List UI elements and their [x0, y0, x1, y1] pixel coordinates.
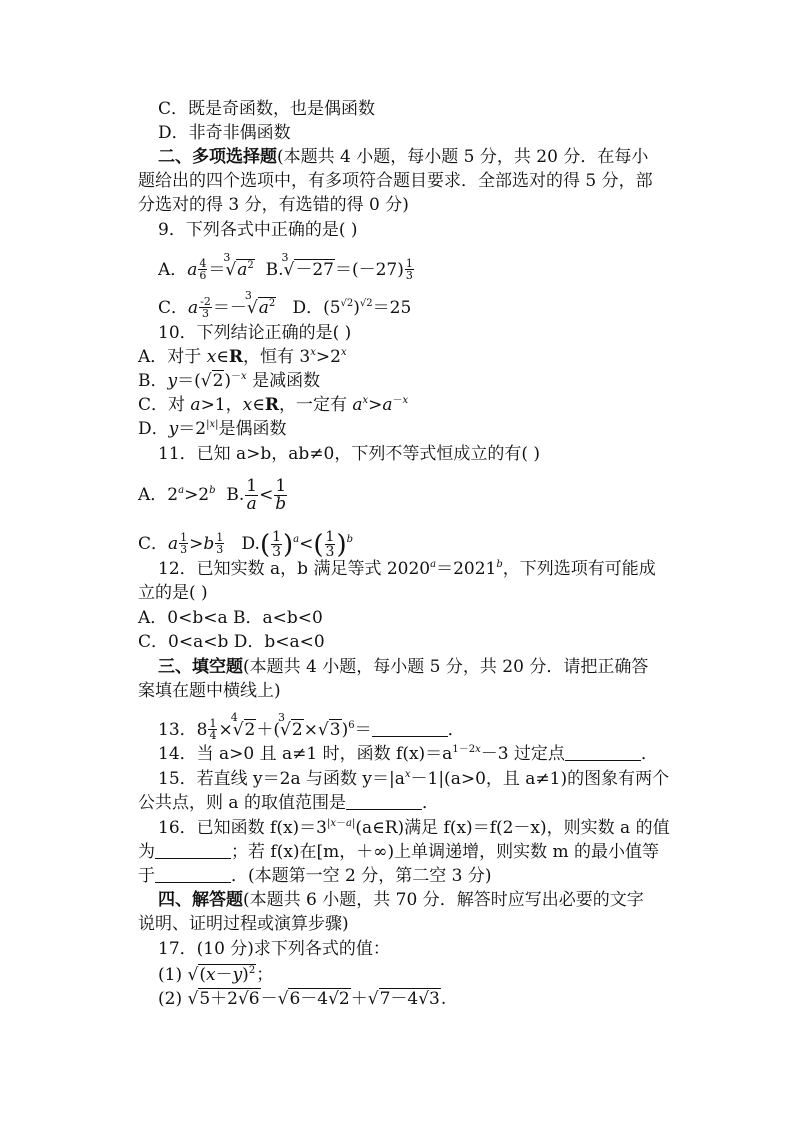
q17-part-2: (2) √5＋2√6－√6－4√2＋√7－4√3.	[158, 989, 447, 1009]
question-10: 10．下列结论正确的是( )	[158, 323, 352, 343]
q16-text: 16．已知函数 f(x)＝3	[158, 818, 327, 838]
q12-options-cd: C．0<a<b D．b<a<0	[138, 632, 325, 652]
q12-text: 12．已知实数 a，b 满足等式 2020	[158, 559, 431, 579]
q16-text-b: (a∈R)满足 f(x)＝f(2－x)，则实数 a 的值	[355, 818, 670, 838]
q15-line-b: 公共点，则 a 的取值范围是 ．	[138, 793, 439, 813]
section-2-intro: (本题共 4 小题，每小题 5 分，共 20 分．在每小	[277, 147, 649, 167]
q15-text-c: 公共点，则 a 的取值范围是	[138, 793, 346, 813]
question-12: 12．已知实数 a，b 满足等式 $2020^a=2021^b$，下列选项有可能成	[158, 559, 656, 579]
q17-part-1: (1) $√(x-y)^2$；	[158, 965, 274, 985]
section-3-line-b: 案填在题中横线上)	[138, 681, 281, 701]
q16-text-e: 于	[138, 866, 155, 886]
option-c-line: C．既是奇函数，也是偶函数	[158, 99, 376, 119]
section-2-title: 二、多项选择题	[158, 147, 277, 167]
section-3-intro: (本题共 4 小题，每小题 5 分，共 20 分．请把正确答	[243, 657, 649, 677]
question-13: 13．8 $\frac{1}{4}$ × 4 √2＋( 3 √2×√3)$^6$＝ ．	[158, 711, 465, 742]
q9-options-cd: C．a $\frac{-2}{3}$ ＝－ 3 $√a^2$ D．$(5^{√2})^{√2}=25$	[158, 289, 412, 320]
question-11: 11．已知 a>b，ab≠0，下列不等式恒成立的有( )	[158, 444, 541, 464]
question-15: 15．若直线 y＝2a 与函数 $y=|a^x-1|(a>0$，且 a≠1)的图象有两个	[158, 769, 670, 789]
section-2-header	[158, 146, 648, 168]
q12-line-b: 立的是( )	[138, 583, 208, 603]
section-2-line-c: 分选对的得 3 分，有选错的得 0 分)	[138, 195, 409, 215]
q12-options-ab: A．0<b<a B．a<b<0	[138, 608, 323, 628]
section-3-title: 三、填空题	[158, 657, 243, 677]
section-4-intro: (本题共 6 小题，共 70 分．解答时应写出必要的文字	[243, 890, 644, 910]
q16-text-c: 为	[138, 842, 155, 862]
q16-line-b	[138, 841, 659, 863]
section-3-header	[158, 656, 648, 678]
q15-text: 15．若直线 y＝2a 与函数 y＝|a	[158, 769, 405, 789]
section-4-title: 四、解答题	[158, 890, 243, 910]
q16-line-c	[138, 865, 492, 887]
q9-options-ab: A．a $\frac{4}{6}$ ＝ 3 $√a^2$ B. 3 √－27＝(－27) $\frac{1}{3}$	[158, 251, 413, 282]
option-d-line: D．非奇非偶函数	[158, 123, 291, 143]
section-2-line-b: 题给出的四个选项中，有多项符合题目要求．全部选对的得 5 分，部	[138, 171, 653, 191]
q15-text-b: －1|(a>0，且 a≠1)的图象有两个	[410, 769, 670, 789]
q11-options-ab: A．$2^a>2^b$ B. $\frac{1}{a}$ < $\frac{1}{b}$	[138, 476, 287, 514]
question-9: 9．下列各式中正确的是( )	[158, 220, 358, 240]
q14-text-b: －3 过定点	[480, 744, 565, 764]
q10-option-b: B．$y=(√2)^{-x}$ 是减函数	[138, 371, 321, 391]
section-4-header	[158, 889, 644, 911]
q14-text: 14．当 a>0 且 a≠1 时，函数 f(x)＝a	[158, 744, 453, 764]
question-17: 17．(10 分)求下列各式的值：	[158, 939, 390, 959]
section-4-line-b: 说明、证明过程或演算步骤)	[138, 914, 349, 934]
q16-text-d: ；若 f(x)在[m，＋∞)上单调递增，则实数 m 的最小值等	[231, 842, 660, 862]
question-16: 16．已知函数 $f(x)=3^{|x-a|}(a\in R)$满足 f(x)＝f(2－x)，则实数 a 的值	[158, 818, 670, 838]
q16-text-f: ．(本题第一空 2 分，第二空 3 分)	[231, 866, 492, 886]
q10-option-a: A．对于 x∈R，恒有 $3^x>2^x$	[138, 347, 347, 367]
q10-option-c: C．对 a>1，x∈R，一定有 $a^x>a^{-x}$	[138, 395, 409, 415]
question-14: 14．当 a>0 且 a≠1 时，函数 $f(x)=a^{1-2x}-3$ 过定点 ．	[158, 744, 658, 764]
q10-option-d: D．$y=2^{|x|}$是偶函数	[138, 419, 287, 439]
q11-options-cd: C．a $\frac{1}{3}$ >b $\frac{1}{3}$ D.( $\frac{1}{3}$ )$^a$<( $\frac{1}{3}$ )$^b$	[138, 529, 354, 560]
